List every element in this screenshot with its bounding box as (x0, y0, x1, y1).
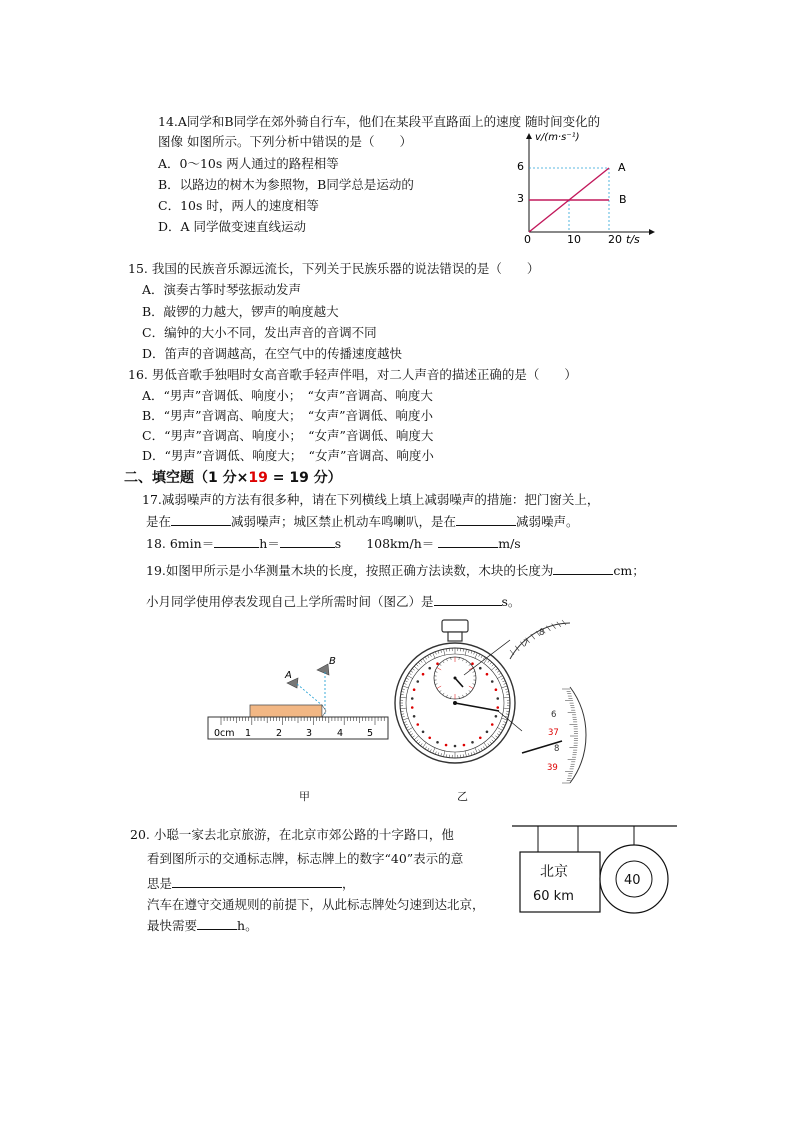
stopwatch-numeral-mark (496, 697, 499, 700)
stopwatch-numeral-mark (495, 688, 498, 691)
stopwatch-numeral-mark (491, 680, 494, 683)
q17-text-c: 减弱噪声。 (516, 514, 579, 529)
q15-stem: 15. 我国的民族音乐源远流长，下列关于民族乐器的说法错误的是（ ） (128, 261, 540, 276)
inset-right-6: 6 (551, 710, 557, 720)
stopwatch-figure (392, 615, 602, 795)
sign-distance: 60 km (533, 889, 574, 904)
q19-blank-2[interactable] (434, 592, 502, 606)
inset-right-37: 37 (548, 728, 559, 738)
q18-blank-1[interactable] (214, 534, 259, 548)
section-heading-suffix: = 19 分） (267, 470, 342, 486)
stopwatch-numeral-mark (479, 667, 482, 670)
stopwatch-numeral-mark (413, 715, 416, 718)
q19-text-c: 小月同学使用停表发现自己上学所需时间（图乙）是 (146, 594, 434, 609)
ruler-label-5: 5 (367, 728, 374, 739)
x-tick-10: 10 (567, 233, 581, 246)
q20-line4: 汽车在遵守交通规则的前提下，从此标志牌处匀速到达北京， (147, 897, 485, 912)
q14-option-b: B．以路边的树木为参照物，B同学总是运动的 (158, 177, 414, 192)
q19-line1 (146, 561, 645, 580)
caption-jia: 甲 (299, 790, 310, 803)
y-tick-6: 6 (517, 160, 524, 173)
q15-option-a: A．演奏古筝时琴弦振动发声 (142, 282, 302, 297)
x-axis-label: t/s (626, 233, 640, 246)
q17-blank-2[interactable] (456, 512, 516, 526)
inset-top-tick (562, 620, 566, 625)
q18-blank-2[interactable] (280, 534, 335, 548)
traffic-sign-figure (512, 820, 682, 920)
eye-a-label: A (285, 670, 292, 681)
section-heading (124, 469, 342, 487)
inset-right-39: 39 (547, 763, 558, 773)
stopwatch-numeral-mark (495, 715, 498, 718)
q16-option-a: A．“男声”音调低、响度小； “女声”音调高、响度大 (142, 388, 433, 403)
q20-text-c: 最快需要 (147, 918, 198, 933)
q20-text-d: h。 (237, 918, 258, 933)
stopwatch-numeral-mark (422, 673, 425, 676)
q14-line1: 14.A同学和B同学在郊外骑自行车，他们在某段平直路面上的速度 随时间变化的 (158, 114, 601, 129)
stopwatch-numeral-mark (463, 744, 466, 747)
q15-option-b: B．敲锣的力越大，锣声的响度越大 (142, 304, 339, 319)
q14-option-c: C．10s 时，两人的速度相等 (158, 198, 319, 213)
q16-option-d: D．“男声”音调低、响度大； “女声”音调高、响度小 (142, 448, 434, 463)
q18-text-b: h＝ (259, 536, 280, 551)
inset-top-tick (510, 650, 514, 655)
q18-line (146, 534, 521, 553)
q17-line1: 17.减弱噪声的方法有很多种，请在下列横线上填上减弱噪声的措施：把门窗关上， (142, 492, 600, 507)
stopwatch-numeral-mark (413, 688, 416, 691)
stopwatch-numeral-mark (411, 706, 414, 709)
q20-blank-1[interactable] (172, 874, 342, 888)
q14-line2: 图像 如图所示。下列分析中错误的是（ ） (158, 134, 412, 149)
stopwatch-numeral-mark (422, 730, 425, 733)
q19-blank-1[interactable] (553, 561, 613, 575)
q17-text-b: 减弱噪声；城区禁止机动车鸣喇叭，是在 (231, 514, 457, 529)
line-a-label: A (618, 161, 626, 174)
stopwatch-numeral-mark (486, 730, 489, 733)
q19-text-b: cm； (613, 563, 645, 578)
y-axis-label: v/(m·s⁻¹) (535, 132, 580, 143)
vt-graph (506, 126, 676, 252)
stopwatch-numeral-mark (454, 745, 457, 748)
q16-option-c: C．“男声”音调高、响度小； “女声”音调低、响度大 (142, 428, 434, 443)
sign-limit: 40 (624, 873, 641, 888)
stopwatch-numeral-mark (411, 697, 414, 700)
section-heading-prefix: 二、填空题（1 分× (124, 470, 249, 486)
stopwatch-numeral-mark (496, 706, 499, 709)
section-heading-count: 19 (248, 470, 268, 486)
ruler-label-0: 0cm (214, 728, 235, 739)
q16-option-b: B．“男声”音调高、响度大； “女声”音调低、响度小 (142, 408, 433, 423)
ruler-label-1: 1 (245, 728, 252, 739)
stopwatch-numeral-mark (486, 673, 489, 676)
q18-text-d: m/s (498, 536, 521, 551)
q15-option-c: C．编钟的大小不同，发出声音的音调不同 (142, 325, 377, 340)
q20-blank-2[interactable] (197, 916, 237, 930)
stopwatch-numeral-mark (416, 723, 419, 726)
q20-text-a: 思是 (147, 876, 173, 891)
caption-yi: 乙 (457, 790, 468, 803)
stopwatch-numeral-mark (416, 680, 419, 683)
q19-text-d: s。 (501, 594, 521, 609)
inset-top-7: 7 (523, 639, 529, 649)
y-tick-3: 3 (517, 192, 524, 205)
q15-option-d: D．笛声的音调越高，在空气中的传播速度越快 (142, 346, 403, 361)
q18-text-c: s 108km/h＝ (334, 536, 439, 551)
ruler-figure (205, 650, 395, 750)
q16-stem: 16. 男低音歌手独唱时女高音歌手轻声伴唱，对二人声音的描述正确的是（ ） (128, 367, 577, 382)
inset-right-8: 8 (554, 744, 560, 754)
ruler-label-2: 2 (276, 728, 283, 739)
inset-top-8: 8 (539, 628, 545, 638)
q20-text-b: ， (342, 876, 355, 891)
sign-city: 北京 (540, 864, 568, 880)
q20-line3 (147, 874, 355, 893)
q19-text-a: 19.如图甲所示是小华测量木块的长度，按照正确方法读数，木块的长度为 (146, 563, 554, 578)
eye-b-label: B (329, 656, 336, 667)
q19-line2 (146, 592, 520, 611)
stopwatch-numeral-mark (471, 741, 474, 744)
stopwatch-numeral-mark (445, 744, 448, 747)
q18-blank-3[interactable] (438, 534, 498, 548)
ruler-label-3: 3 (306, 728, 313, 739)
eye-b-icon (317, 664, 329, 675)
stopwatch-numeral-mark (491, 723, 494, 726)
stopwatch-numeral-mark (479, 736, 482, 739)
wood-block (250, 705, 322, 717)
q17-line2 (146, 512, 579, 531)
q18-text-a: 18. 6min＝ (146, 536, 215, 551)
q14-option-d: D．A 同学做变速直线运动 (158, 219, 307, 234)
q14-option-a: A．0～10s 两人通过的路程相等 (158, 156, 339, 171)
x-tick-20: 20 (608, 233, 622, 246)
line-b-label: B (619, 193, 627, 206)
stopwatch-numeral-mark (428, 736, 431, 739)
ruler-label-4: 4 (337, 728, 344, 739)
q20-line5 (147, 916, 258, 935)
origin-label: 0 (524, 233, 531, 246)
q20-line2: 看到图所示的交通标志牌，标志牌上的数字“40”表示的意 (147, 851, 464, 866)
q20-line1: 20. 小聪一家去北京旅游，在北京市郊公路的十字路口，他 (130, 827, 454, 842)
stopwatch-numeral-mark (428, 667, 431, 670)
q17-blank-1[interactable] (171, 512, 231, 526)
q17-text-a: 是在 (146, 514, 172, 529)
stopwatch-numeral-mark (436, 741, 439, 744)
